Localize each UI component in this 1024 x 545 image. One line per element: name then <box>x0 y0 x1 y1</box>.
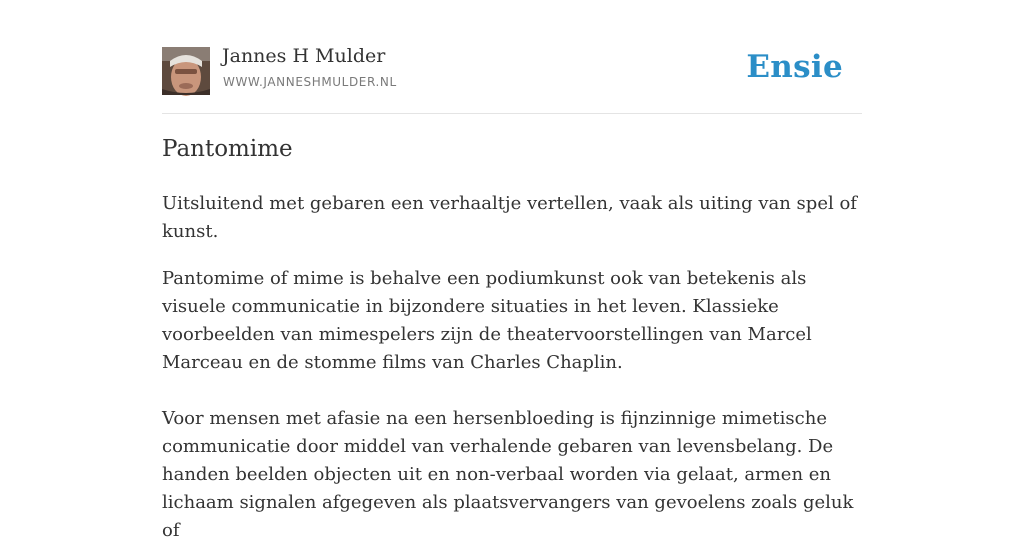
author-header <box>162 0 862 114</box>
author-avatar[interactable] <box>162 47 210 95</box>
entry-lead: Uitsluitend met gebaren een verhaaltje vertellen, vaak als uiting van spel of kunst. <box>162 193 857 242</box>
ensie-logo[interactable]: Ensie <box>746 49 843 85</box>
author-website-link[interactable]: WWW.JANNESHMULDER.NL <box>223 75 397 89</box>
author-name[interactable]: Jannes H Mulder <box>222 45 386 67</box>
avatar-photo <box>162 47 210 95</box>
entry-title: Pantomime <box>162 136 293 162</box>
entry-paragraph-1: Pantomime of mime is behalve een podiumkunst ook van betekenis als visuele communicatie in bijzondere situaties in het leven. Klassieke voorbeelden van mimespelers zijn de theatervoorstellingen van Marcel Marceau en de stomme films van Charles Chaplin. <box>162 268 812 373</box>
entry-paragraph-2: Voor mensen met afasie na een hersenbloeding is fijnzinnige mimetische communicatie door middel van verhalende gebaren van levensbelang. De handen beelden objecten uit en non-verbaal worden via gelaat, armen en lichaam signalen afgegeven als plaatsvervangers van gevoelens zoals geluk of <box>162 408 854 541</box>
article-container <box>162 0 862 541</box>
